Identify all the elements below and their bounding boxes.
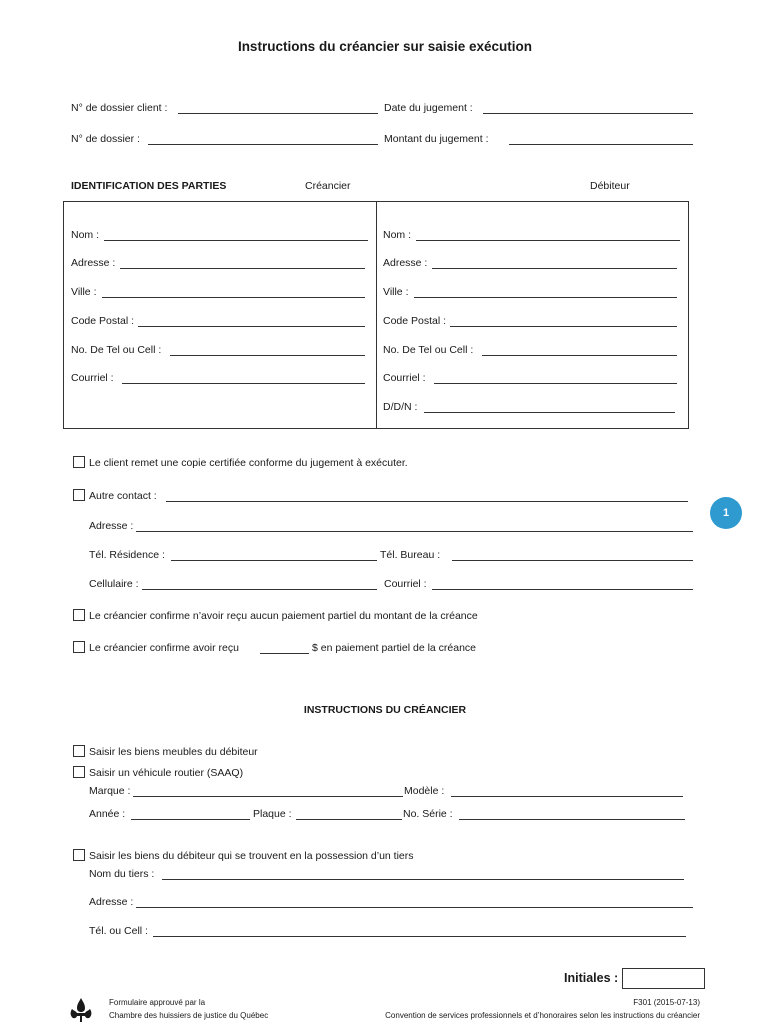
no-serie-field[interactable] bbox=[459, 819, 685, 820]
creancier-courriel-label: Courriel : bbox=[71, 372, 114, 384]
marque-label: Marque : bbox=[89, 785, 131, 797]
debiteur-nom-field[interactable] bbox=[416, 240, 680, 241]
debiteur-courriel-label: Courriel : bbox=[383, 372, 426, 384]
autre-contact-label: Autre contact : bbox=[89, 490, 157, 502]
vehicule-label: Saisir un véhicule routier (SAAQ) bbox=[89, 767, 244, 779]
page-number-badge[interactable] bbox=[710, 497, 742, 529]
montant-jugement-field[interactable] bbox=[509, 144, 693, 145]
creancier-code-postal-field[interactable] bbox=[138, 326, 365, 327]
creancier-adresse-field[interactable] bbox=[120, 268, 365, 269]
montant-jugement-label: Montant du jugement : bbox=[384, 133, 489, 145]
paiement-partiel-amount-field[interactable] bbox=[260, 653, 309, 654]
debiteur-ddn-field[interactable] bbox=[424, 412, 675, 413]
modele-label: Modèle : bbox=[404, 785, 445, 797]
debiteur-label: Débiteur bbox=[590, 180, 630, 192]
approuve-line-2: Chambre des huissiers de justice du Québec bbox=[109, 1011, 269, 1020]
paiement-partiel-checkbox[interactable] bbox=[73, 641, 85, 653]
no-serie-label: No. Série : bbox=[403, 808, 453, 820]
debiteur-code-postal-label: Code Postal : bbox=[383, 315, 447, 327]
debiteur-courriel-field[interactable] bbox=[434, 383, 677, 384]
creancier-courriel-field[interactable] bbox=[122, 383, 365, 384]
plaque-label: Plaque : bbox=[253, 808, 292, 820]
badge-text: 1 bbox=[722, 507, 730, 519]
nom-tiers-field[interactable] bbox=[162, 879, 684, 880]
debiteur-tel-label: No. De Tel ou Cell : bbox=[383, 344, 474, 356]
nom-tiers-label: Nom du tiers : bbox=[89, 868, 155, 880]
tel-residence-field[interactable] bbox=[171, 560, 377, 561]
contact-courriel-field[interactable] bbox=[432, 589, 693, 590]
date-jugement-field[interactable] bbox=[483, 113, 693, 114]
biens-tiers-label: Saisir les biens du débiteur qui se trouvent en la possession d’un tiers bbox=[89, 850, 414, 862]
form-code: F301 (2015-07-13) bbox=[633, 998, 700, 1007]
marque-field[interactable] bbox=[133, 796, 403, 797]
no-dossier-client-field[interactable] bbox=[178, 113, 378, 114]
annee-field[interactable] bbox=[131, 819, 250, 820]
contact-adresse-label: Adresse : bbox=[89, 520, 134, 532]
creancier-nom-label: Nom : bbox=[71, 229, 100, 241]
creancier-nom-field[interactable] bbox=[104, 240, 368, 241]
creancier-ville-field[interactable] bbox=[102, 297, 365, 298]
creancier-tel-field[interactable] bbox=[170, 355, 365, 356]
aucun-paiement-checkbox[interactable] bbox=[73, 609, 85, 621]
tel-bureau-field[interactable] bbox=[452, 560, 693, 561]
tiers-tel-field[interactable] bbox=[153, 936, 686, 937]
copie-certifiee-label: Le client remet une copie certifiée conforme du jugement à exécuter. bbox=[89, 457, 408, 469]
modele-field[interactable] bbox=[451, 796, 683, 797]
biens-meubles-checkbox[interactable] bbox=[73, 745, 85, 757]
vehicule-checkbox[interactable] bbox=[73, 766, 85, 778]
creancier-code-postal-label: Code Postal : bbox=[71, 315, 135, 327]
creancier-ville-label: Ville : bbox=[71, 286, 97, 298]
tiers-tel-label: Tél. ou Cell : bbox=[89, 925, 148, 937]
paiement-partiel-label-a: Le créancier confirme avoir reçu bbox=[89, 642, 239, 654]
parties-divider bbox=[376, 201, 377, 429]
parties-heading: IDENTIFICATION DES PARTIES bbox=[71, 180, 227, 192]
convention-text: Convention de services professionnels et d’honoraires selon les instructions du créancier bbox=[385, 1011, 700, 1020]
debiteur-ville-field[interactable] bbox=[414, 297, 677, 298]
no-dossier-client-label: N° de dossier client : bbox=[71, 102, 168, 114]
copie-certifiee-checkbox[interactable] bbox=[73, 456, 85, 468]
tel-residence-label: Tél. Résidence : bbox=[89, 549, 165, 561]
debiteur-ville-label: Ville : bbox=[383, 286, 409, 298]
aucun-paiement-label: Le créancier confirme n’avoir reçu aucun paiement partiel du montant de la créance bbox=[89, 610, 478, 622]
creancier-label: Créancier bbox=[305, 180, 351, 192]
annee-label: Année : bbox=[89, 808, 126, 820]
debiteur-ddn-label: D/D/N : bbox=[383, 401, 418, 413]
page-title: Instructions du créancier sur saisie exécution bbox=[237, 39, 533, 54]
tel-bureau-label: Tél. Bureau : bbox=[380, 549, 441, 561]
biens-tiers-checkbox[interactable] bbox=[73, 849, 85, 861]
initiales-label: Initiales : bbox=[564, 971, 619, 985]
debiteur-adresse-label: Adresse : bbox=[383, 257, 428, 269]
date-jugement-label: Date du jugement : bbox=[384, 102, 473, 114]
debiteur-tel-field[interactable] bbox=[482, 355, 677, 356]
no-dossier-label: N° de dossier : bbox=[71, 133, 140, 145]
debiteur-adresse-field[interactable] bbox=[432, 268, 677, 269]
debiteur-code-postal-field[interactable] bbox=[450, 326, 677, 327]
tiers-adresse-field[interactable] bbox=[136, 907, 693, 908]
paiement-partiel-label-b: $ en paiement partiel de la créance bbox=[312, 642, 477, 654]
autre-contact-field[interactable] bbox=[166, 501, 688, 502]
initiales-field[interactable] bbox=[622, 968, 705, 989]
cellulaire-label: Cellulaire : bbox=[89, 578, 139, 590]
cellulaire-field[interactable] bbox=[142, 589, 377, 590]
approuve-line-1: Formulaire approuvé par la bbox=[109, 998, 206, 1007]
creancier-tel-label: No. De Tel ou Cell : bbox=[71, 344, 162, 356]
contact-adresse-field[interactable] bbox=[136, 531, 693, 532]
plaque-field[interactable] bbox=[296, 819, 402, 820]
tiers-adresse-label: Adresse : bbox=[89, 896, 134, 908]
debiteur-nom-label: Nom : bbox=[383, 229, 412, 241]
instructions-heading: INSTRUCTIONS DU CRÉANCIER bbox=[303, 704, 467, 716]
creancier-adresse-label: Adresse : bbox=[71, 257, 116, 269]
contact-courriel-label: Courriel : bbox=[384, 578, 427, 590]
autre-contact-checkbox[interactable] bbox=[73, 489, 85, 501]
biens-meubles-label: Saisir les biens meubles du débiteur bbox=[89, 746, 258, 758]
chambre-logo bbox=[68, 997, 94, 1023]
no-dossier-field[interactable] bbox=[148, 144, 378, 145]
